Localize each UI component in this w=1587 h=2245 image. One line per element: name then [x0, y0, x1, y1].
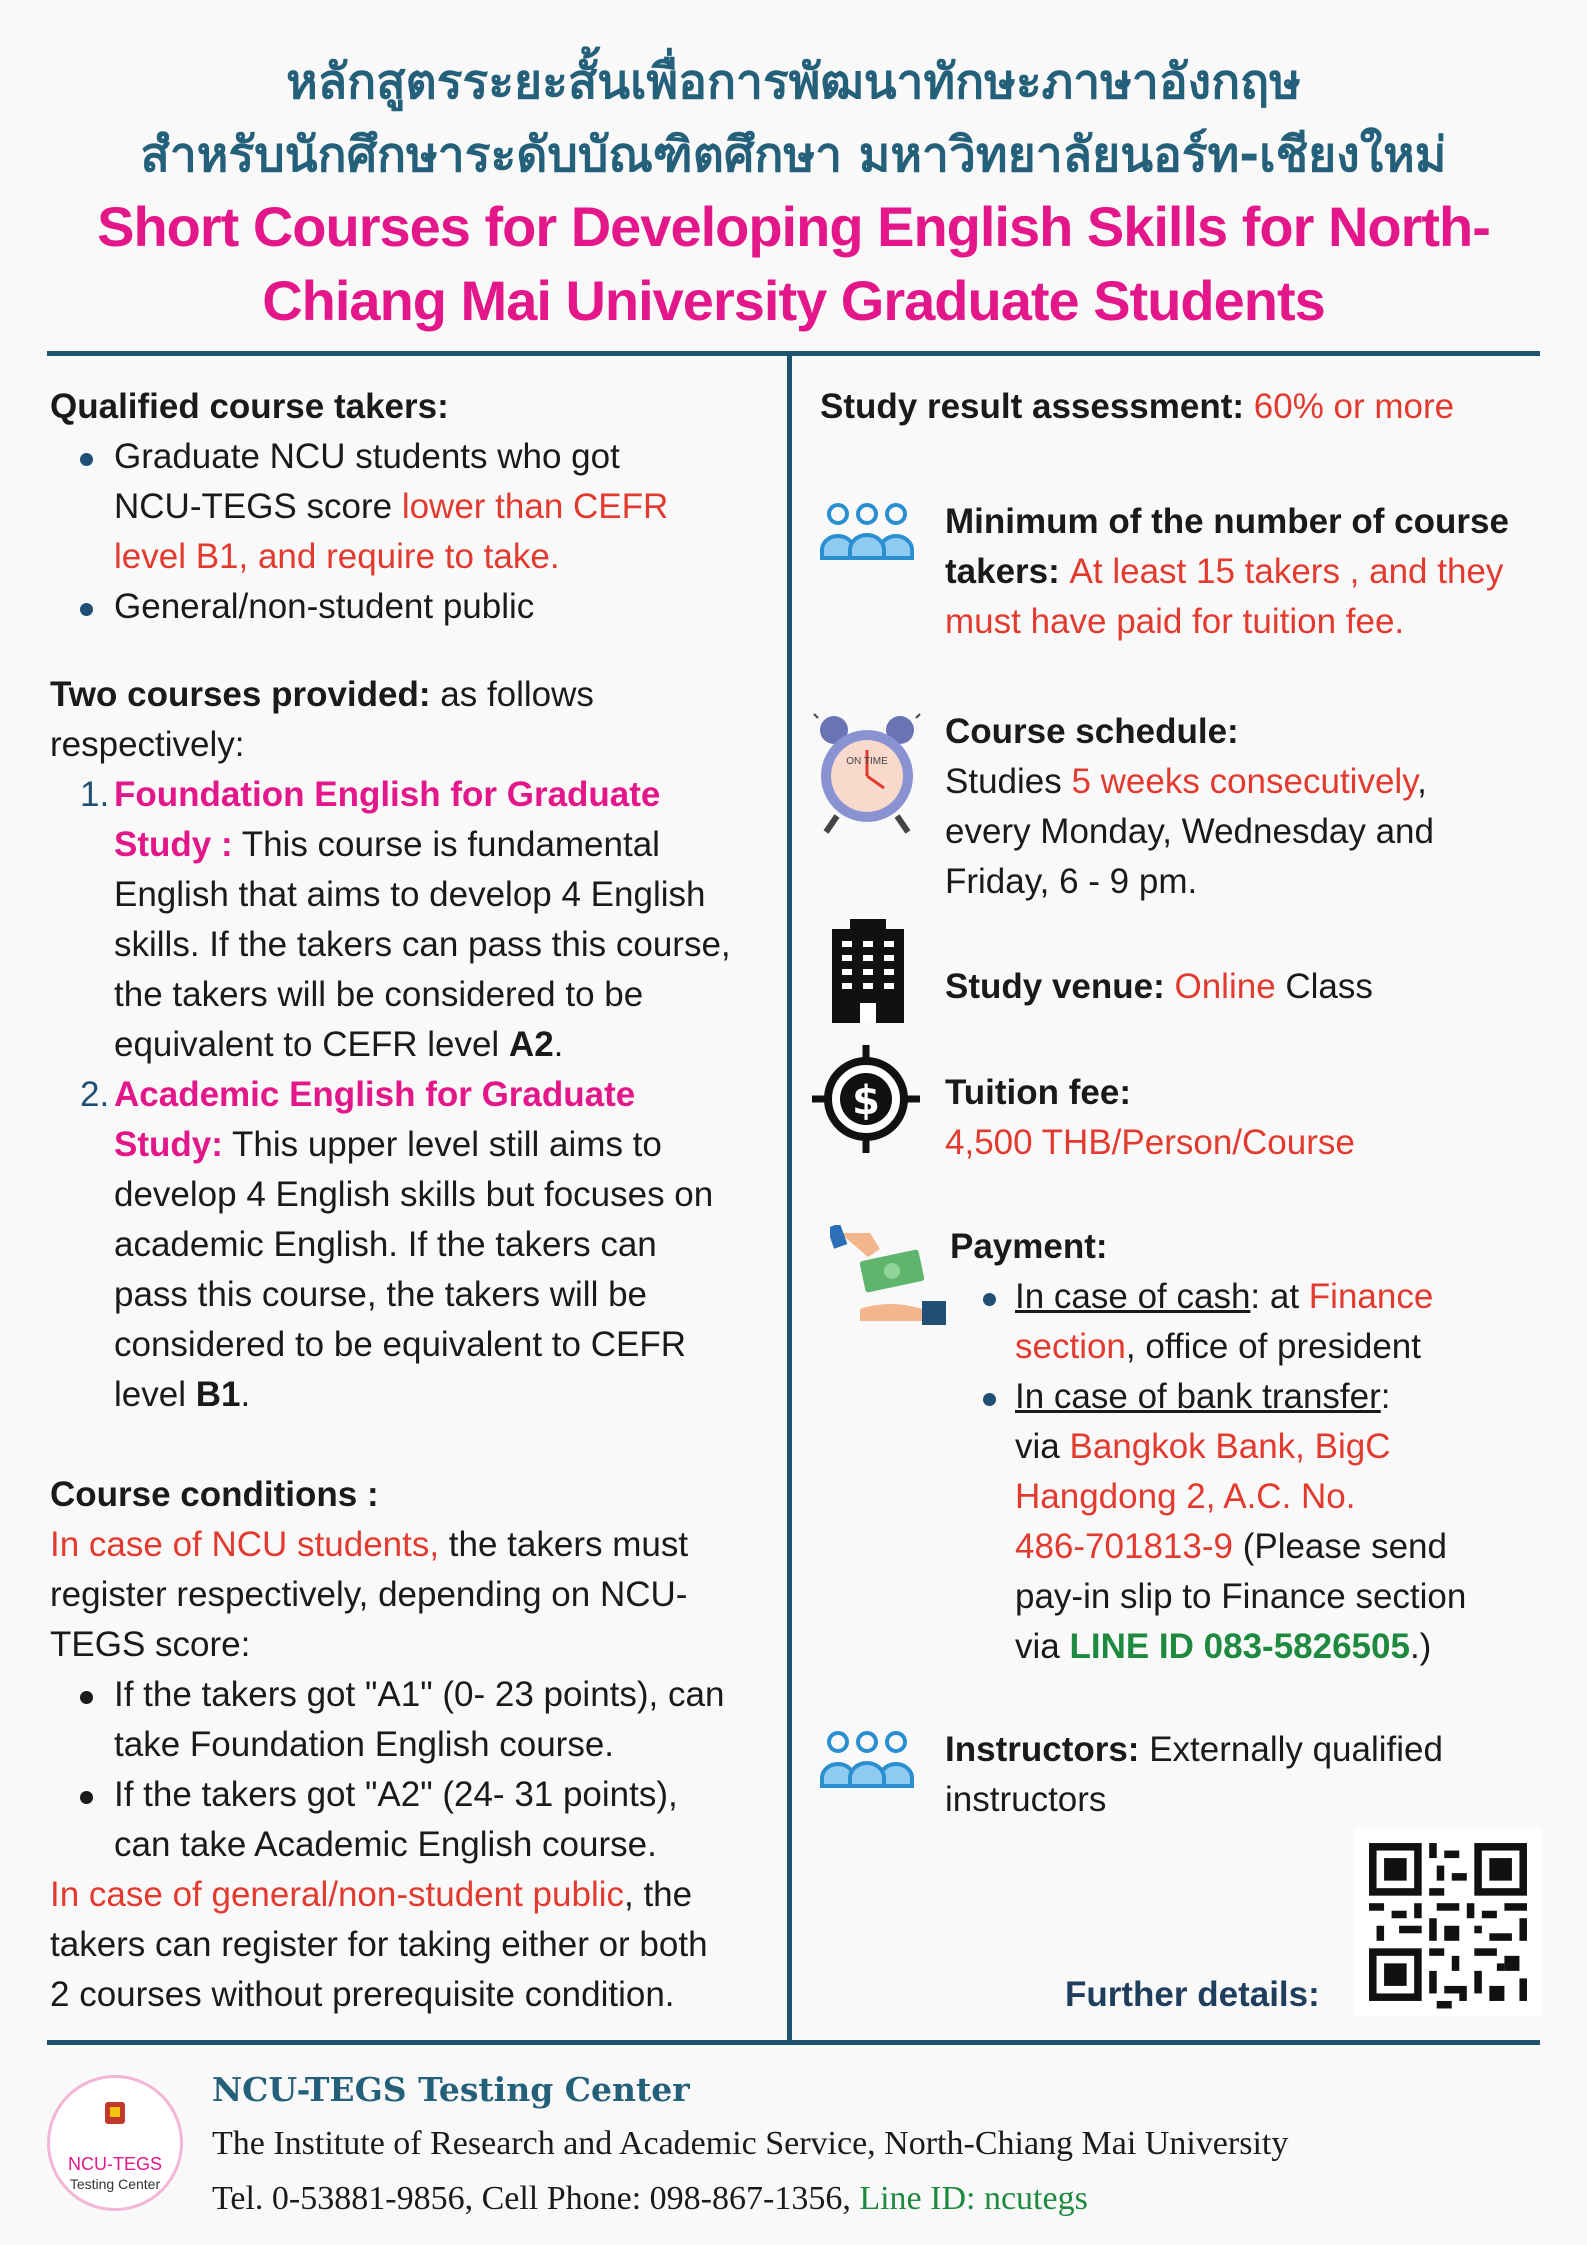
- people-icon: [818, 500, 916, 562]
- column-divider: [787, 353, 792, 2043]
- course-1-line-6: equivalent to CEFR level A2.: [114, 1025, 564, 1064]
- course-2-line-3: develop 4 English skills but focuses on: [114, 1175, 714, 1214]
- course-1-line-3: English that aims to develop 4 English: [114, 875, 706, 914]
- footer-institute: The Institute of Research and Academic Service, North-Chiang Mai University: [212, 2125, 1289, 2162]
- title-thai-line-1: หลักสูตรระยะสั้นเพื่อการพัฒนาทักษะภาษาอังกฤษ: [286, 54, 1301, 110]
- course-2-line-7: level B1.: [114, 1375, 251, 1414]
- svg-text:$: $: [852, 1078, 880, 1124]
- instructors-line-2: instructors: [945, 1780, 1107, 1819]
- conditions-line-6: 2 courses without prerequisite condition.: [50, 1975, 675, 2014]
- qualified-heading: Qualified course takers:: [50, 387, 449, 426]
- title-english-line-2: Chiang Mai University Graduate Students: [262, 269, 1325, 332]
- conditions-item-1-line-2: take Foundation English course.: [114, 1725, 615, 1764]
- conditions-heading: Course conditions :: [50, 1475, 379, 1514]
- clock-label: ON TIME: [846, 756, 888, 767]
- course-1-number: 1.: [80, 775, 110, 814]
- payment-bank-line-3: Hangdong 2, A.C. No.: [1015, 1477, 1356, 1516]
- course-2-name: Academic English for Graduate: [114, 1075, 636, 1114]
- bottom-divider: [47, 2040, 1540, 2045]
- payment-bank-line-5: pay-in slip to Finance section: [1015, 1577, 1467, 1616]
- qr-code-graphic: [1354, 1828, 1542, 2016]
- payment-cash-line-2: section, office of president: [1015, 1327, 1421, 1366]
- course-2-number: 2.: [80, 1075, 110, 1114]
- schedule-heading: Course schedule:: [945, 712, 1239, 751]
- further-details-label: Further details:: [1065, 1975, 1320, 2014]
- course-2-line-6: considered to be equivalent to CEFR: [114, 1325, 686, 1364]
- conditions-line-3: TEGS score:: [50, 1625, 251, 1664]
- assessment: Study result assessment: 60% or more: [820, 387, 1455, 426]
- footer-title: NCU-TEGS Testing Center: [212, 2070, 690, 2109]
- course-1-line-4: skills. If the takers can pass this course,: [114, 925, 731, 964]
- conditions-line-1: In case of NCU students, the takers must: [50, 1525, 689, 1564]
- payment-bank-line-2: via Bangkok Bank, BigC: [1015, 1427, 1391, 1466]
- schedule-line-3: Friday, 6 - 9 pm.: [945, 862, 1198, 901]
- conditions-item-1-line-1: If the takers got "A1" (0- 23 points), can: [114, 1675, 725, 1714]
- bullet: [80, 1691, 93, 1704]
- qualified-item-2: General/non-student public: [114, 587, 535, 626]
- logo-sublabel: Testing Center: [69, 2176, 161, 2192]
- title-english-line-1: Short Courses for Developing English Skills for North-: [97, 195, 1490, 258]
- course-2-line-5: pass this course, the takers will be: [114, 1275, 648, 1314]
- alarm-clock-icon: [812, 708, 922, 836]
- bullet: [80, 453, 93, 466]
- footer-contacts: Tel. 0-53881-9856, Cell Phone: 098-867-1356, Line ID: ncutegs: [212, 2180, 1088, 2217]
- top-divider: [47, 351, 1540, 356]
- courses-heading-line-2: respectively:: [50, 725, 245, 764]
- conditions-item-2-line-1: If the takers got "A2" (24- 31 points),: [114, 1775, 678, 1814]
- conditions-line-4: In case of general/non-student public, the: [50, 1875, 693, 1914]
- bullet: [80, 603, 93, 616]
- schedule-line-1: Studies 5 weeks consecutively,: [945, 762, 1427, 801]
- people-icon: [818, 1728, 916, 1790]
- crest-icon: [100, 2098, 130, 2128]
- payment-bank-line-1: In case of bank transfer:: [1015, 1377, 1391, 1416]
- minimum-line-2: takers: At least 15 takers , and they: [945, 552, 1504, 591]
- conditions-line-2: register respectively, depending on NCU-: [50, 1575, 688, 1614]
- conditions-item-2-line-2: can take Academic English course.: [114, 1825, 657, 1864]
- building-icon: [828, 915, 908, 1023]
- minimum-line-1: Minimum of the number of course: [945, 502, 1509, 541]
- conditions-line-5: takers can register for taking either or both: [50, 1925, 708, 1964]
- payment-bank-line-4: 486-701813-9 (Please send: [1015, 1527, 1447, 1566]
- logo-label: NCU-TEGS: [68, 2154, 162, 2174]
- venue: Study venue: Online Class: [945, 967, 1373, 1006]
- courses-heading: Two courses provided: as follows: [50, 675, 594, 714]
- qualified-item-1-line-3: level B1, and require to take.: [114, 537, 560, 576]
- minimum-line-3: must have paid for tuition fee.: [945, 602, 1405, 641]
- title-thai-line-2: สำหรับนักศึกษาระดับบัณฑิตศึกษา มหาวิทยาลัยนอร์ท-เชียงใหม่: [140, 127, 1447, 183]
- course-1-line-2: Study : This course is fundamental: [114, 825, 660, 864]
- payment-bank-line-6: via LINE ID 083-5826505.): [1015, 1627, 1432, 1666]
- fee-value: 4,500 THB/Person/Course: [945, 1123, 1355, 1162]
- qr-code[interactable]: [1354, 1828, 1542, 2016]
- qualified-item-1-line-1: Graduate NCU students who got: [114, 437, 620, 476]
- payment-cash-line-1: In case of cash: at Finance: [1015, 1277, 1434, 1316]
- bullet: [983, 1393, 996, 1406]
- bullet: [80, 1791, 93, 1804]
- course-2-line-4: academic English. If the takers can: [114, 1225, 657, 1264]
- payment-heading: Payment:: [950, 1227, 1108, 1266]
- course-1-name: Foundation English for Graduate: [114, 775, 661, 814]
- payment-hands-icon: [830, 1225, 950, 1330]
- schedule-line-2: every Monday, Wednesday and: [945, 812, 1434, 851]
- fee-heading: Tuition fee:: [945, 1073, 1131, 1112]
- qualified-item-1-line-2: NCU-TEGS score lower than CEFR: [114, 487, 669, 526]
- ncu-tegs-logo: [47, 2075, 183, 2211]
- bullet: [983, 1293, 996, 1306]
- dollar-target-icon: [812, 1045, 920, 1153]
- course-2-line-2: Study: This upper level still aims to: [114, 1125, 662, 1164]
- course-1-line-5: the takers will be considered to be: [114, 975, 644, 1014]
- instructors-line-1: Instructors: Externally qualified: [945, 1730, 1443, 1769]
